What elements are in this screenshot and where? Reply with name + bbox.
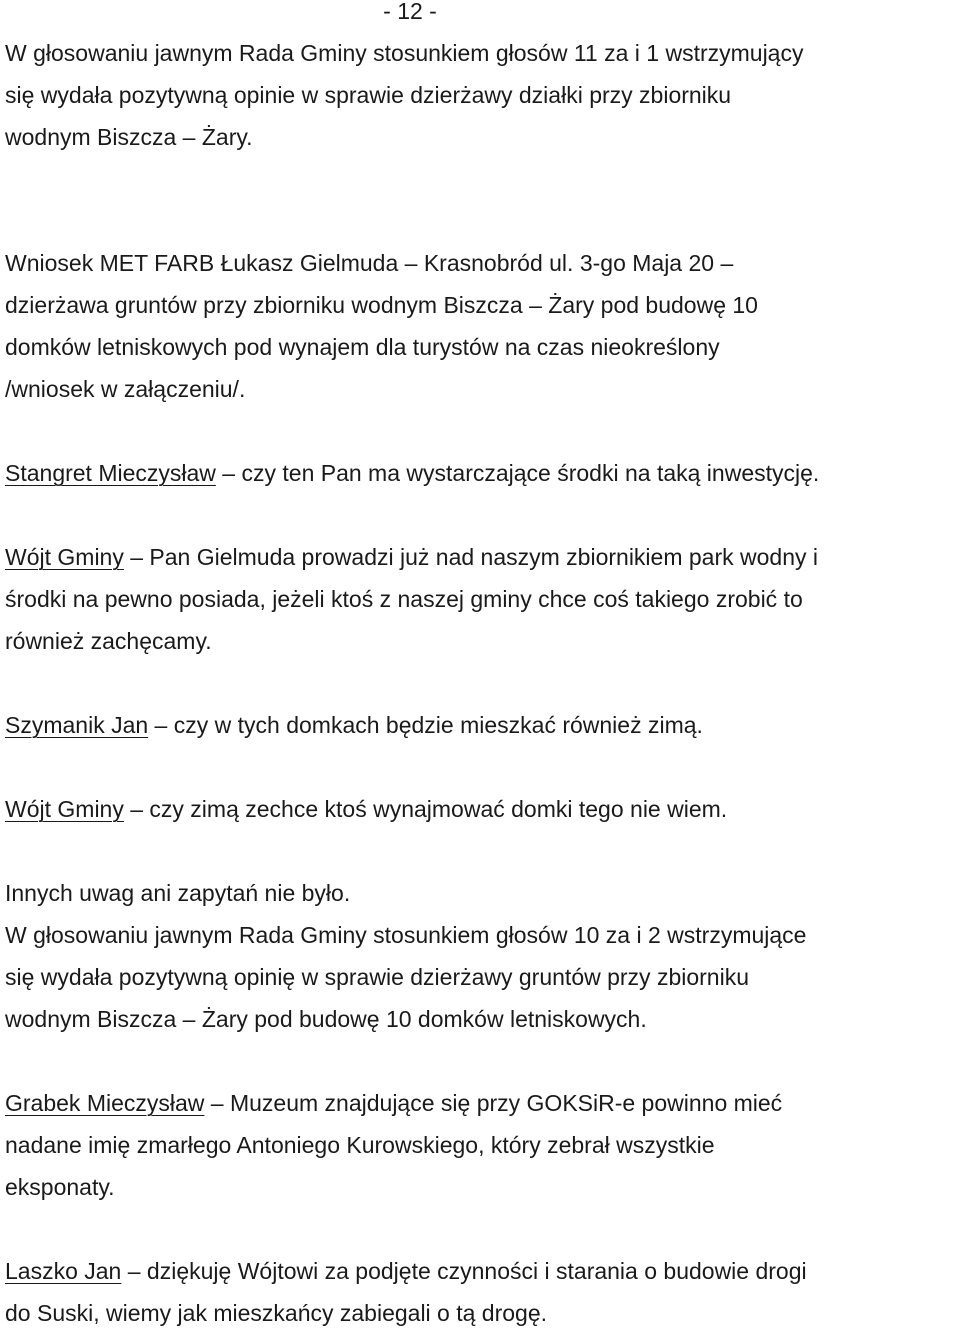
document-body <box>5 32 955 1334</box>
spacer <box>5 662 955 704</box>
text-line: Innych uwag ani zapytań nie było. <box>5 880 351 906</box>
statement-text: – dziękuję Wójtowi za podjęte czynności i starania o budowie drogi <box>121 1258 807 1284</box>
text-line <box>5 536 955 578</box>
paragraph-statement-grabek <box>5 1082 955 1208</box>
text-line <box>5 704 955 746</box>
text-line: W głosowaniu jawnym Rada Gminy stosunkiem głosów 11 za i 1 wstrzymujący <box>5 40 804 66</box>
statement-text: – czy zimą zechce ktoś wynajmować domki tego nie wiem. <box>123 796 728 822</box>
text-line <box>5 452 955 494</box>
speaker-name: Grabek Mieczysław <box>5 1090 205 1116</box>
speaker-name: Szymanik Jan <box>5 712 149 738</box>
spacer <box>5 1040 955 1082</box>
speaker-name: Laszko Jan <box>5 1258 122 1284</box>
spacer <box>5 494 955 536</box>
text-line: wodnym Biszcza – Żary pod budowę 10 domków letniskowych. <box>5 1006 647 1032</box>
text-line: eksponaty. <box>5 1174 115 1200</box>
text-line <box>5 1082 955 1124</box>
speaker-name: Wójt Gminy <box>5 796 124 822</box>
text-line <box>5 788 955 830</box>
spacer <box>5 410 955 452</box>
text-line: dzierżawa gruntów przy zbiorniku wodnym Biszcza – Żary pod budowę 10 <box>5 292 758 318</box>
statement-text: – Pan Gielmuda prowadzi już nad naszym zbiornikiem park wodny i <box>123 544 818 570</box>
text-line: Wniosek MET FARB Łukasz Gielmuda – Krasnobród ul. 3-go Maja 20 – <box>5 250 734 276</box>
speaker-name: Wójt Gminy <box>5 544 124 570</box>
text-line: do Suski, wiemy jak mieszkańcy zabiegali o tą drogę. <box>5 1300 548 1326</box>
paragraph-application <box>5 242 955 410</box>
paragraph-vote-2 <box>5 872 955 1040</box>
spacer <box>5 1208 955 1250</box>
text-line: wodnym Biszcza – Żary. <box>5 124 253 150</box>
text-line: również zachęcamy. <box>5 628 212 654</box>
paragraph-statement-wojt-2 <box>5 788 955 830</box>
text-line: środki na pewno posiada, jeżeli ktoś z naszej gminy chce coś takiego zrobić to <box>5 586 803 612</box>
paragraph-statement-szymanik <box>5 704 955 746</box>
paragraph-statement-laszko <box>5 1250 955 1334</box>
page-number: - 12 - <box>383 0 437 24</box>
text-line: domków letniskowych pod wynajem dla turystów na czas nieokreślony <box>5 334 720 360</box>
spacer <box>5 158 955 242</box>
spacer <box>5 830 955 872</box>
spacer <box>5 746 955 788</box>
text-line: się wydała pozytywną opinie w sprawie dzierżawy działki przy zbiorniku <box>5 82 732 108</box>
statement-text: – Muzeum znajdujące się przy GOKSiR-e powinno mieć <box>204 1090 783 1116</box>
text-line: /wniosek w załączeniu/. <box>5 376 246 402</box>
statement-text: – czy ten Pan ma wystarczające środki na taką inwestycję. <box>215 460 820 486</box>
text-line <box>5 1250 955 1292</box>
speaker-name: Stangret Mieczysław <box>5 460 216 486</box>
text-line: się wydała pozytywną opinię w sprawie dzierżawy gruntów przy zbiorniku <box>5 964 749 990</box>
text-line: nadane imię zmarłego Antoniego Kurowskiego, który zebrał wszystkie <box>5 1132 715 1158</box>
paragraph-vote-1 <box>5 32 955 158</box>
text-line: W głosowaniu jawnym Rada Gminy stosunkiem głosów 10 za i 2 wstrzymujące <box>5 922 807 948</box>
paragraph-statement-stangret <box>5 452 955 494</box>
paragraph-statement-wojt-1 <box>5 536 955 662</box>
statement-text: – czy w tych domkach będzie mieszkać również zimą. <box>148 712 703 738</box>
